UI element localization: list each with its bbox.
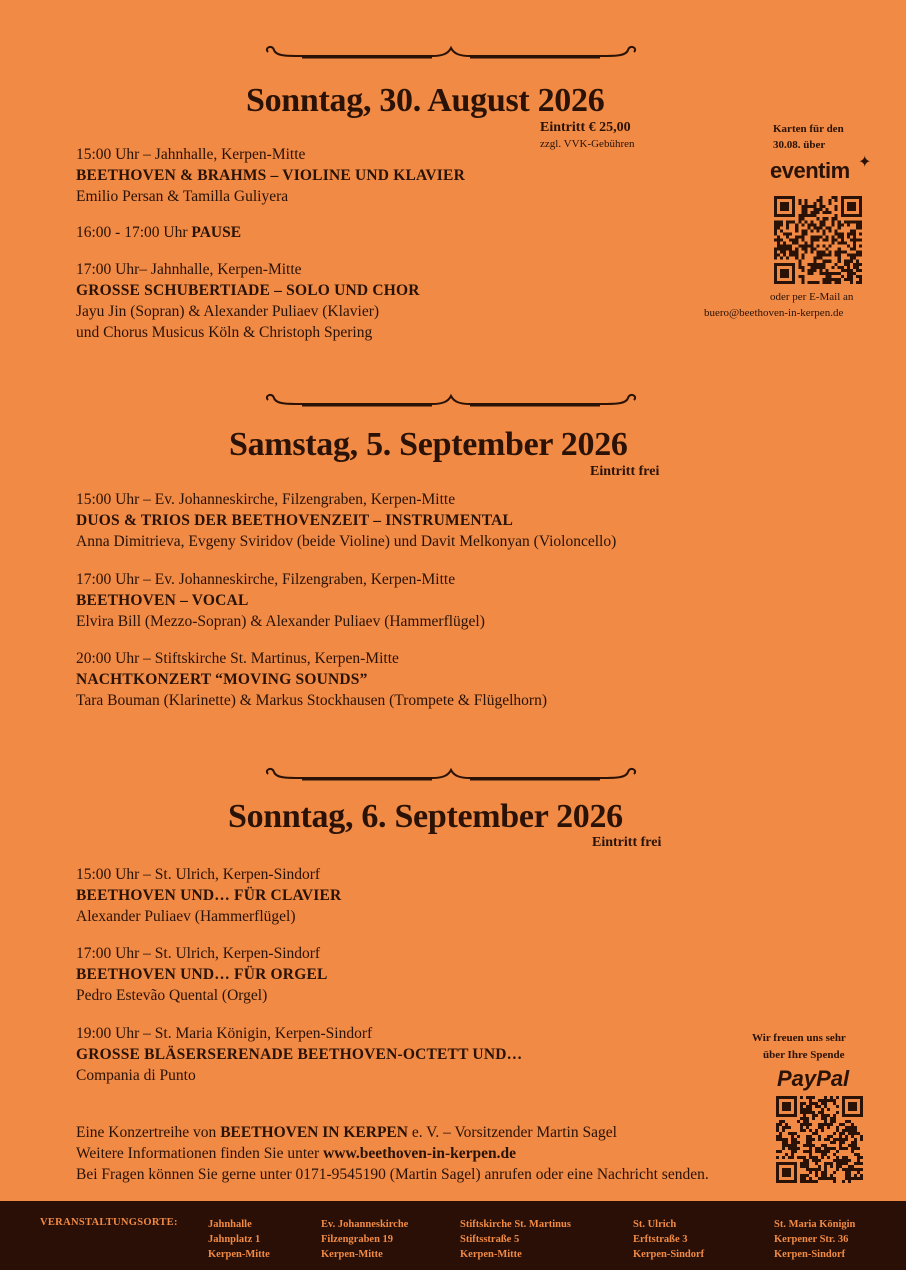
paypal-logo: PayPal xyxy=(777,1066,850,1091)
venue-city: Kerpen-Mitte xyxy=(321,1249,383,1260)
flourish-ornament xyxy=(262,764,640,786)
venue-name: St. Maria Königin xyxy=(774,1219,856,1230)
venue-city: Kerpen-Sindorf xyxy=(774,1249,846,1260)
event-time: 16:00 - 17:00 Uhr xyxy=(76,224,188,241)
venue xyxy=(208,1217,270,1262)
footer-bar xyxy=(0,1201,906,1270)
venue xyxy=(460,1217,571,1262)
tickets-alt: oder per E-Mail an xyxy=(770,291,854,303)
event-entry xyxy=(76,222,241,243)
flourish-ornament xyxy=(262,42,640,64)
event-title: GROSSE SCHUBERTIADE – SOLO UND CHOR xyxy=(76,282,420,299)
venue-street: Kerpener Str. 36 xyxy=(774,1234,849,1245)
pause-label: PAUSE xyxy=(191,224,242,241)
info-line xyxy=(76,1143,516,1164)
event-entry xyxy=(76,259,420,343)
info-text: e. V. – Vorsitzender Martin Sagel xyxy=(407,1124,617,1141)
admission-price: Eintritt € 25,00 xyxy=(540,120,631,135)
venue xyxy=(633,1217,704,1262)
event-entry xyxy=(76,648,547,711)
day-title: Sonntag, 6. September 2026 xyxy=(228,798,623,835)
venue-name: Jahnhalle xyxy=(208,1219,252,1230)
tickets-intro: 30.08. über xyxy=(773,139,826,151)
event-title: DUOS & TRIOS DER BEETHOVENZEIT – INSTRUMENTAL xyxy=(76,512,514,529)
event-title: NACHTKONZERT “MOVING SOUNDS” xyxy=(76,671,368,688)
admission-free: Eintritt frei xyxy=(590,464,660,479)
eventim-logo: eventim xyxy=(770,158,850,183)
event-entry xyxy=(76,1023,522,1086)
event-time: 17:00 Uhr– Jahnhalle, Kerpen-Mitte xyxy=(76,261,302,278)
event-performers: Emilio Persan & Tamilla Guliyera xyxy=(76,188,289,205)
qr-code-paypal[interactable] xyxy=(776,1096,863,1183)
sparkle-icon: ✦ xyxy=(858,152,872,171)
event-time: 19:00 Uhr – St. Maria Königin, Kerpen-Sindorf xyxy=(76,1025,373,1042)
venue xyxy=(321,1217,408,1262)
info-text: Eine Konzertreihe von xyxy=(76,1124,221,1141)
tickets-intro: Karten für den xyxy=(773,123,844,135)
venue-city: Kerpen-Mitte xyxy=(460,1249,522,1260)
info-text: Weitere Informationen finden Sie unter xyxy=(76,1145,324,1162)
event-performers: Compania di Punto xyxy=(76,1067,196,1084)
event-performers: Anna Dimitrieva, Evgeny Sviridov (beide Violine) und Davit Melkonyan (Violoncello) xyxy=(76,533,617,550)
event-title: BEETHOVEN UND… FÜR CLAVIER xyxy=(76,887,342,904)
venue-street: Erftstraße 3 xyxy=(633,1234,688,1245)
organization-name: BEETHOVEN IN KERPEN xyxy=(220,1124,408,1141)
day-title: Samstag, 5. September 2026 xyxy=(229,426,628,463)
event-title: GROSSE BLÄSERSERENADE BEETHOVEN-OCTETT UND… xyxy=(76,1046,523,1063)
qr-code-eventim[interactable] xyxy=(774,196,862,284)
flourish-ornament xyxy=(262,390,640,412)
venue-street: Filzengraben 19 xyxy=(321,1234,394,1245)
venue-name: St. Ulrich xyxy=(633,1219,677,1230)
event-title: BEETHOVEN – VOCAL xyxy=(76,592,249,609)
event-time: 20:00 Uhr – Stiftskirche St. Martinus, Kerpen-Mitte xyxy=(76,650,399,667)
event-entry xyxy=(76,943,328,1006)
info-line: Bei Fragen können Sie gerne unter 0171-9545190 (Martin Sagel) anrufen oder eine Nachricht senden. xyxy=(76,1166,709,1183)
day-title: Sonntag, 30. August 2026 xyxy=(246,82,605,119)
event-performers: und Chorus Musicus Köln & Christoph Spering xyxy=(76,324,373,341)
venue-street: Stiftsstraße 5 xyxy=(460,1234,520,1245)
event-title: BEETHOVEN & BRAHMS – VIOLINE UND KLAVIER xyxy=(76,167,465,184)
tickets-email[interactable]: buero@beethoven-in-kerpen.de xyxy=(704,307,844,319)
venue xyxy=(774,1217,855,1262)
admission-free: Eintritt frei xyxy=(592,835,662,850)
event-performers: Alexander Puliaev (Hammerflügel) xyxy=(76,908,296,925)
donation-intro: über Ihre Spende xyxy=(763,1049,845,1061)
event-performers: Elvira Bill (Mezzo-Sopran) & Alexander Puliaev (Hammerflügel) xyxy=(76,613,485,630)
venue-city: Kerpen-Sindorf xyxy=(633,1249,705,1260)
event-entry xyxy=(76,864,341,927)
venue-name: Stiftskirche St. Martinus xyxy=(460,1219,571,1230)
event-entry xyxy=(76,144,465,207)
event-entry xyxy=(76,569,485,632)
event-time: 17:00 Uhr – St. Ulrich, Kerpen-Sindorf xyxy=(76,945,321,962)
venue-street: Jahnplatz 1 xyxy=(208,1234,261,1245)
website-link[interactable]: www.beethoven-in-kerpen.de xyxy=(323,1145,516,1162)
event-time: 15:00 Uhr – Ev. Johanneskirche, Filzengraben, Kerpen-Mitte xyxy=(76,491,456,508)
venue-name: Ev. Johanneskirche xyxy=(321,1219,409,1230)
event-time: 15:00 Uhr – Jahnhalle, Kerpen-Mitte xyxy=(76,146,306,163)
event-time: 17:00 Uhr – Ev. Johanneskirche, Filzengraben, Kerpen-Mitte xyxy=(76,571,456,588)
event-entry xyxy=(76,489,616,552)
venue-city: Kerpen-Mitte xyxy=(208,1249,270,1260)
admission-note: zzgl. VVK-Gebühren xyxy=(540,138,635,150)
event-performers: Jayu Jin (Sopran) & Alexander Puliaev (Klavier) xyxy=(76,303,380,320)
event-time: 15:00 Uhr – St. Ulrich, Kerpen-Sindorf xyxy=(76,866,321,883)
event-performers: Pedro Estevão Quental (Orgel) xyxy=(76,987,268,1004)
info-line xyxy=(76,1122,617,1143)
venues-heading: VERANSTALTUNGSORTE: xyxy=(40,1217,178,1228)
event-title: BEETHOVEN UND… FÜR ORGEL xyxy=(76,966,328,983)
event-performers: Tara Bouman (Klarinette) & Markus Stockhausen (Trompete & Flügelhorn) xyxy=(76,692,547,709)
donation-intro: Wir freuen uns sehr xyxy=(752,1032,846,1044)
